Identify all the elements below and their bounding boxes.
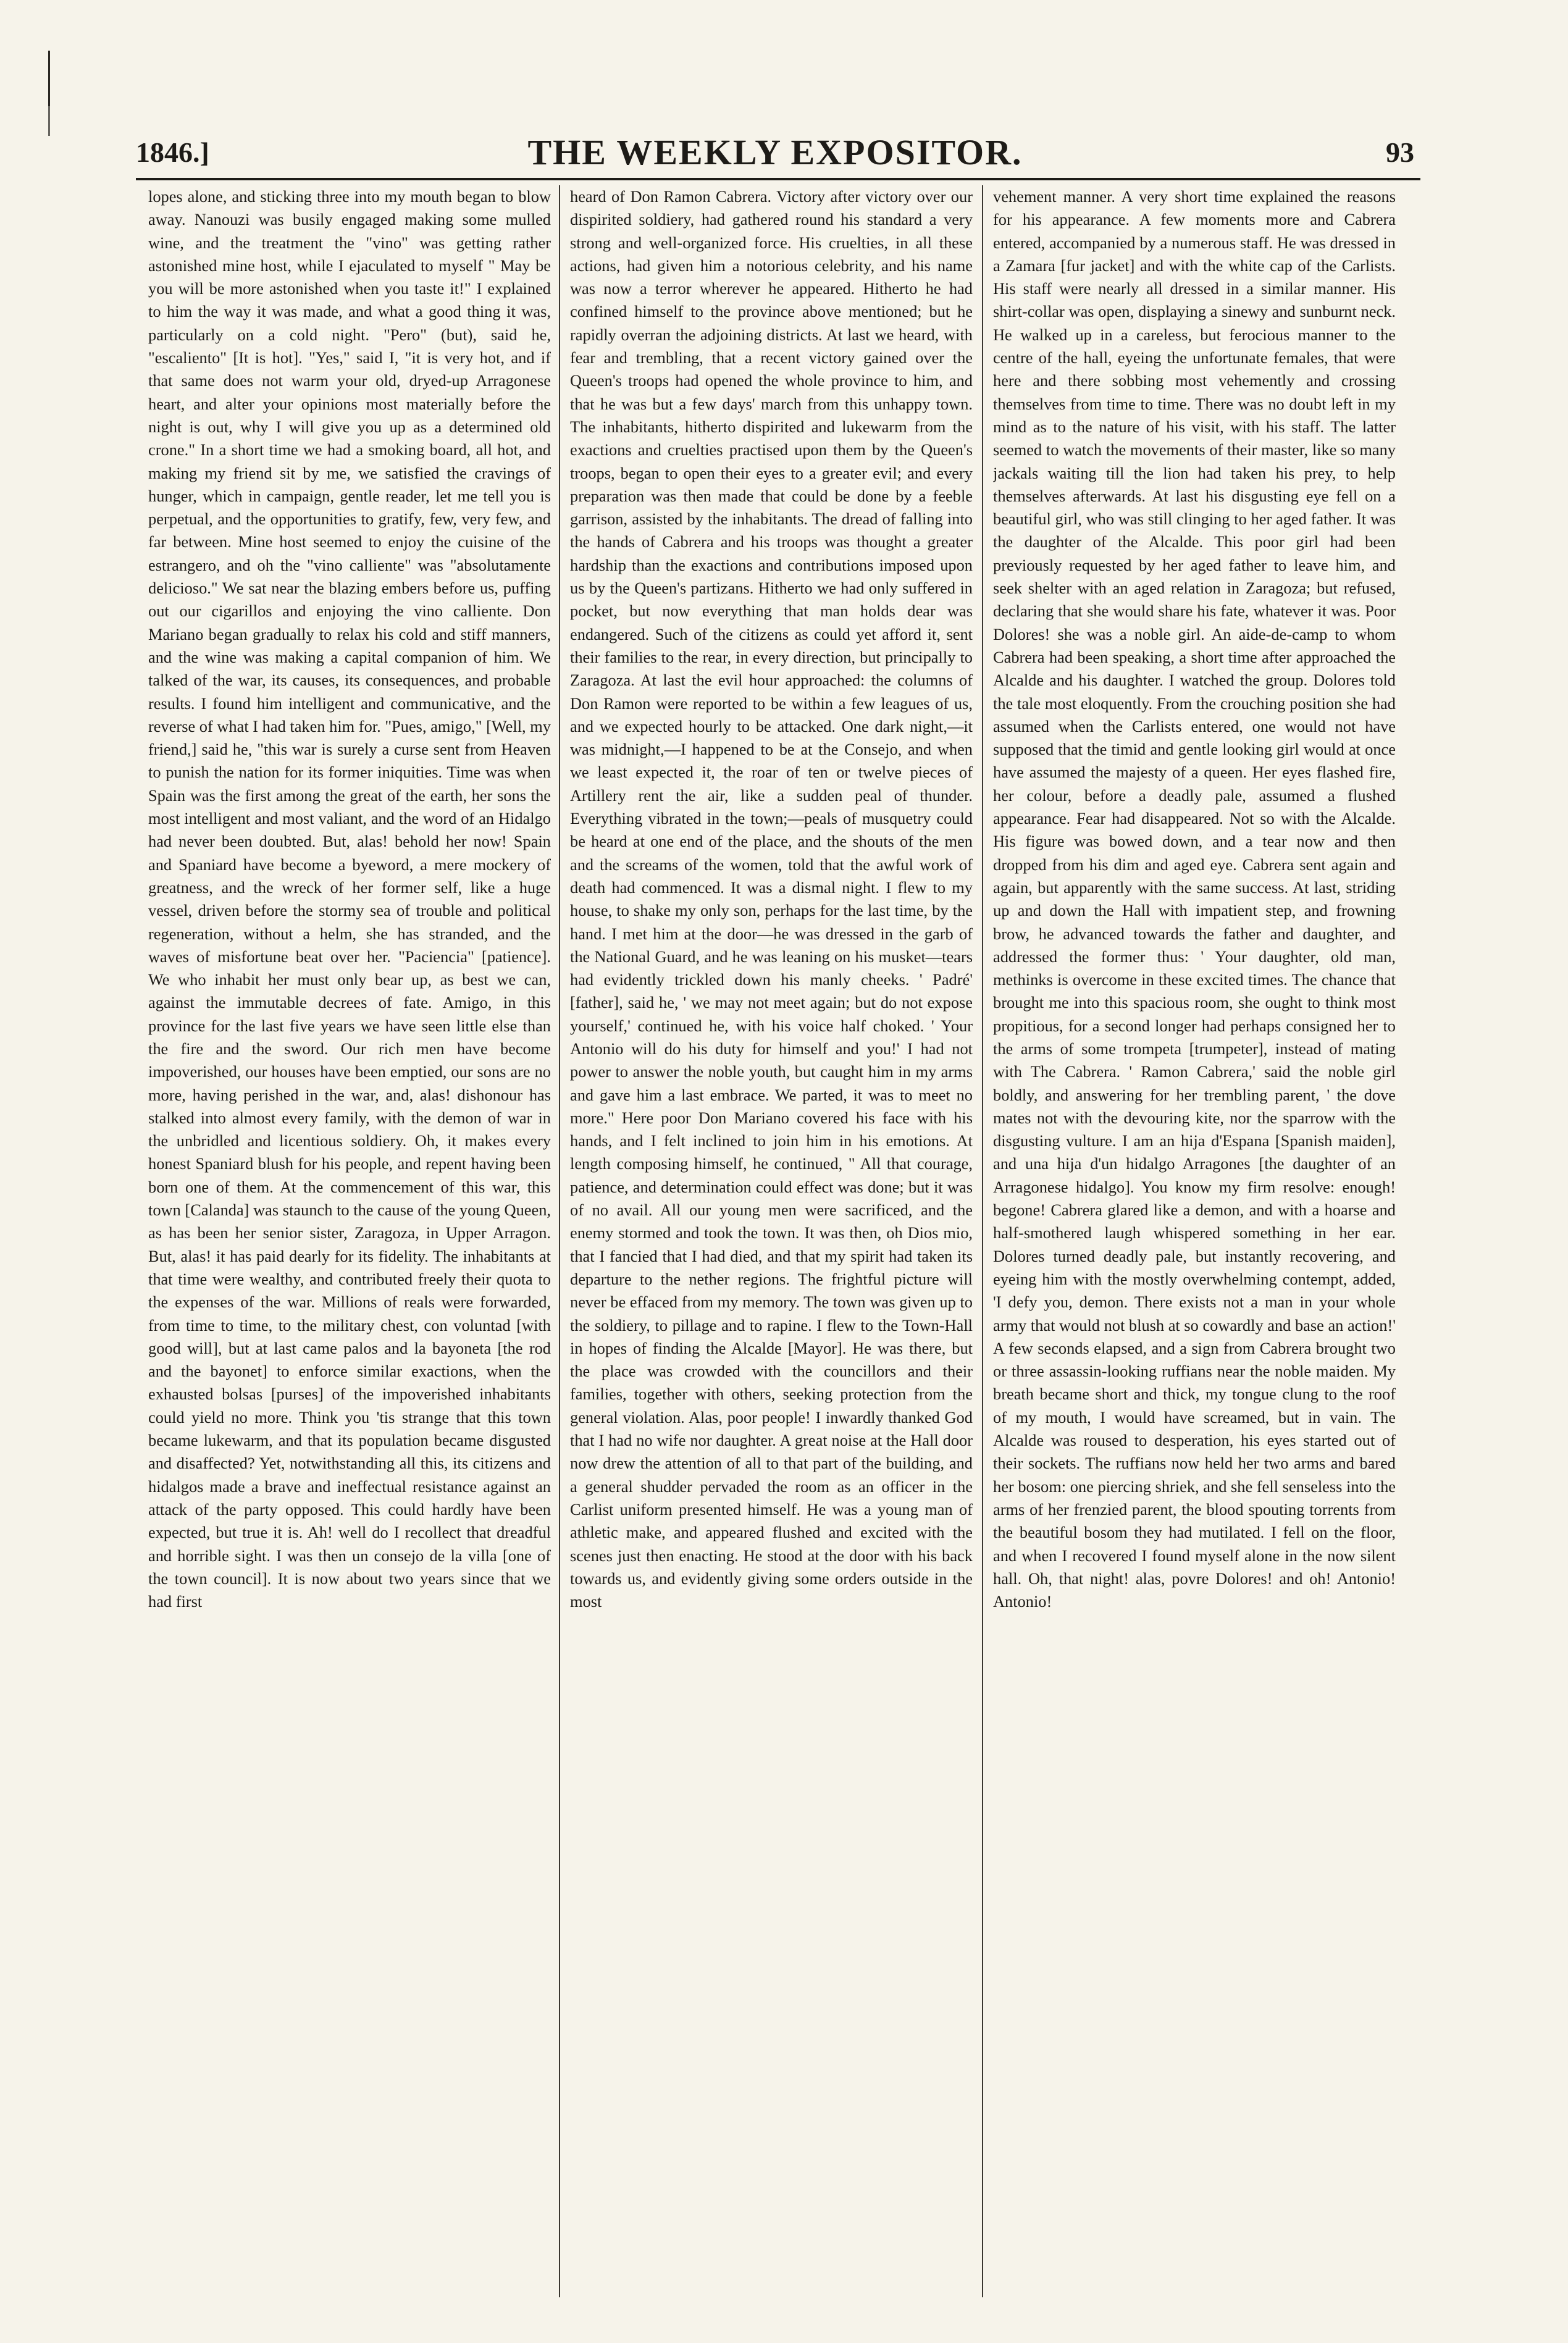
- text-column-3: [993, 185, 1396, 2310]
- print-mark: [48, 99, 50, 136]
- column-divider: [982, 185, 983, 2297]
- publication-title: THE WEEKLY EXPOSITOR.: [527, 132, 1023, 172]
- page-number: 93: [1386, 136, 1414, 168]
- column-text: lopes alone, and sticking three into my mouth began to blow away. Nanouzi was busily engaged making some mulled wine, and the treatment the "vino" was getting rather astonished mine host, while I ejaculated to myself " May be you will be more astonished when you taste it!" I explained to him the way it was made, and what a good thing it was, particularly on a cold night. "Pero" (but), said he, "escaliento" [It is hot]. "Yes," said I, "it is very hot, and if that same does not warm your old, dryed-up Arragonese heart, and alter your opinions most materially before the night is out, why I will give you up as a determined old crone." In a short time we had a smoking board, all hot, and making my friend sit by me, we satisfied the cravings of hunger, which in campaign, gentle reader, let me tell you is perpetual, and the opportunities to gratify, few, very few, and far between. Mine host seemed to enjoy the cuisine of the estrangero, and oh the "vino calliente" was "absolutamente delicioso." We sat near the blazing embers before us, puffing out our cigarillos and enjoying the vino calliente. Don Mariano began gradually to relax his cold and stiff manners, and the wine was making a capital companion of him. We talked of the war, its causes, its consequences, and probable results. I found him intelligent and communicative, and the reverse of what I had taken him for. "Pues, amigo," [Well, my friend,] said he, "this war is surely a curse sent from Heaven to punish the nation for its former iniquities. Time was when Spain was the first among the great of the earth, her sons the most intelligent and most valiant, and the word of an Hidalgo had never been doubted. But, alas! behold her now! Spain and Spaniard have become a byeword, a mere mockery of greatness, and the wreck of her former self, like a huge vessel, driven before the stormy sea of trouble and political regeneration, without a helm, she has stranded, and the waves of misfortune beat over her. "Paciencia" [patience]. We who inhabit her must only bear up, as best we can, against the immutable decrees of fate. Amigo, in this province for the last five years we have seen little else than the fire and the sword. Our rich men have become impoverished, our houses have been emptied, our sons are no more, having perished in the war, and, alas! dishonour has stalked into almost every family, with the demon of war in the unbridled and licentious soldiery. Oh, it makes every honest Spaniard blush for his people, and repent having been born one of them. At the commencement of this war, this town [Calanda] was staunch to the cause of the young Queen, as has been her senior sister, Zaragoza, in Upper Arragon. But, alas! it has paid dearly for its fidelity. The inhabitants at that time were wealthy, and contributed freely their quota to the expenses of the war. Millions of reals were forwarded, from time to time, to the military chest, con voluntad [with good will], but at last came palos and la bayoneta [the rod and the bayonet] to enforce similar exactions, when the exhausted bolsas [purses] of the impoverished inhabitants could yield no more. Think you 'tis strange that this town became lukewarm, and that its population became disgusted and disaffected? Yet, notwithstanding all this, its citizens and hidalgos made a brave and ineffectual resistance against an attack of the party opposed. This could hardly have been expected, but true it is. Ah! well do I recollect that dreadful and horrible sight. I was then un consejo de la villa [one of the town council]. It is now about two years since that we had first: [148, 187, 551, 1611]
- column-divider: [559, 185, 560, 2297]
- print-mark: [48, 51, 50, 106]
- column-text: vehement manner. A very short time explained the reasons for his appearance. A few moments more and Cabrera entered, accompanied by a numerous staff. He was dressed in a Zamara [fur jacket] and with the white cap of the Carlists. His staff were nearly all dressed in a similar manner. His shirt-collar was open, displaying a sinewy and sunburnt neck. He walked up in a careless, but ferocious manner to the centre of the hall, eyeing the unfortunate females, that were here and there sobbing most vehemently and crossing themselves from time to time. There was no doubt left in my mind as to the nature of his visit, with his staff. The latter seemed to watch the movements of their master, like so many jackals waiting till the lion had taken his prey, to help themselves afterwards. At last his disgusting eye fell on a beautiful girl, who was still clinging to her aged father. It was the daughter of the Alcalde. This poor girl had been previously requested by her aged father to leave him, and seek shelter with an aged relation in Zaragoza; but refused, declaring that she would share his fate, whatever it was. Poor Dolores! she was a noble girl. An aide-de-camp to whom Cabrera had been speaking, a short time after approached the Alcalde and his daughter. I watched the group. Dolores told the tale most eloquently. From the crouching position she had assumed when the Carlists entered, one would not have supposed that the timid and gentle looking girl would at once have assumed the majesty of a queen. Her eyes flashed fire, her colour, before a deadly pale, assumed a flushed appearance. Fear had disappeared. Not so with the Alcalde. His figure was bowed down, and a tear now and then dropped from his dim and aged eye. Cabrera sent again and again, but apparently with the same success. At last, striding up and down the Hall with impatient step, and frowning brow, he advanced towards the father and daughter, and addressed the former thus: ' Your daughter, old man, methinks is overcome in these excited times. The chance that brought me into this spacious room, she ought to think most propitious, for a second longer had perhaps consigned her to the arms of some trompeta [trumpeter], instead of mating with The Cabrera. ' Ramon Cabrera,' said the noble girl boldly, and answering for her trembling parent, ' the dove mates not with the devouring kite, nor the sparrow with the disgusting vulture. I am an hija d'Espana [Spanish maiden], and una hija d'un hidalgo Arragones [the daughter of an Arragonese hidalgo]. You know my firm resolve: enough! begone! Cabrera glared like a demon, and with a hoarse and half-smothered laugh whispered something in her ear. Dolores turned deadly pale, but instantly recovering, and eyeing him with the mostly overwhelming contempt, added, 'I defy you, demon. There exists not a man in your whole army that would not blush at so cowardly and base an action!' A few seconds elapsed, and a sign from Cabrera brought two or three assassin-looking ruffians near the noble maiden. My breath became short and thick, my tongue clung to the roof of my mouth, I would have screamed, but in vain. The Alcalde was roused to desperation, his eyes started out of their sockets. The ruffians now held her two arms and bared her bosom: one piercing shriek, and she fell senseless into the arms of her frenzied parent, the blood spouting torrents from the beautiful bosom they had mutilated. I fell on the floor, and when I recovered I found myself alone in the now silent hall. Oh, that night! alas, povre Dolores! and oh! Antonio! Antonio!: [993, 187, 1396, 1611]
- column-text: heard of Don Ramon Cabrera. Victory after victory over our dispirited soldiery, had gathered round his standard a very strong and well-organized force. His cruelties, in all these actions, had given him a notorious celebrity, and his name was now a terror wherever he appeared. Hitherto he had confined himself to the province above mentioned; but he rapidly overran the adjoining districts. At last we heard, with fear and trembling, that a recent victory gained over the Queen's troops had opened the whole province to him, and that he was but a few days' march from this unhappy town. The inhabitants, hitherto dispirited and lukewarm from the exactions and cruelties practised upon them by the Queen's troops, began to open their eyes to a greater evil; and every preparation was then made that could be done by a feeble garrison, assisted by the inhabitants. The dread of falling into the hands of Cabrera and his troops was thought a greater hardship than the exactions and contributions imposed upon us by the Queen's partizans. Hitherto we had only suffered in pocket, but now everything that man holds dear was endangered. Such of the citizens as could yet afford it, sent their families to the rear, in every direction, but principally to Zaragoza. At last the evil hour approached: the columns of Don Ramon were reported to be within a few leagues of us, and we expected hourly to be attacked. One dark night,—it was midnight,—I happened to be at the Consejo, and when we least expected it, the roar of ten or twelve pieces of Artillery rent the air, like a sudden peal of thunder. Everything vibrated in the town;—peals of musquetry could be heard at one end of the place, and the shouts of the men and the screams of the women, told that the awful work of death had commenced. It was a dismal night. I flew to my house, to shake my only son, perhaps for the last time, by the hand. I met him at the door—he was dressed in the garb of the National Guard, and he was leaning on his musket—tears had evidently trickled down his manly cheeks. ' Padré' [father], said he, ' we may not meet again; but do not expose yourself,' continued he, with his voice half choked. ' Your Antonio will do his duty for himself and you!' I had not power to answer the noble youth, but caught him in my arms and gave him a last embrace. We parted, it was to meet no more." Here poor Don Mariano covered his face with his hands, and I felt inclined to join him in his emotions. At length composing himself, he continued, " All that courage, patience, and determination could effect was done; but it was of no avail. All our young men were sacrificed, and the enemy stormed and took the town. It was then, oh Dios mio, that I fancied that I had died, and that my spirit had taken its departure to the nether regions. The frightful picture will never be effaced from my memory. The town was given up to the soldiery, to pillage and to rapine. I flew to the Town-Hall in hopes of finding the Alcalde [Mayor]. He was there, but the place was crowded with the councillors and their families, together with others, seeking protection from the general violation. Alas, poor people! I inwardly thanked God that I had no wife nor daughter. A great noise at the Hall door now drew the attention of all to that part of the building, and a general shudder pervaded the room as an officer in the Carlist uniform presented himself. He was a young man of athletic make, and appeared flushed and excited with the scenes just then enacting. He stood at the door with his back towards us, and evidently giving some orders outside in the most: [570, 187, 973, 1611]
- text-column-1: [148, 185, 551, 2310]
- header-rule: [136, 178, 1420, 180]
- header-year: 1846.]: [136, 136, 209, 168]
- text-column-2: [570, 185, 973, 2310]
- page-header: [130, 131, 1420, 174]
